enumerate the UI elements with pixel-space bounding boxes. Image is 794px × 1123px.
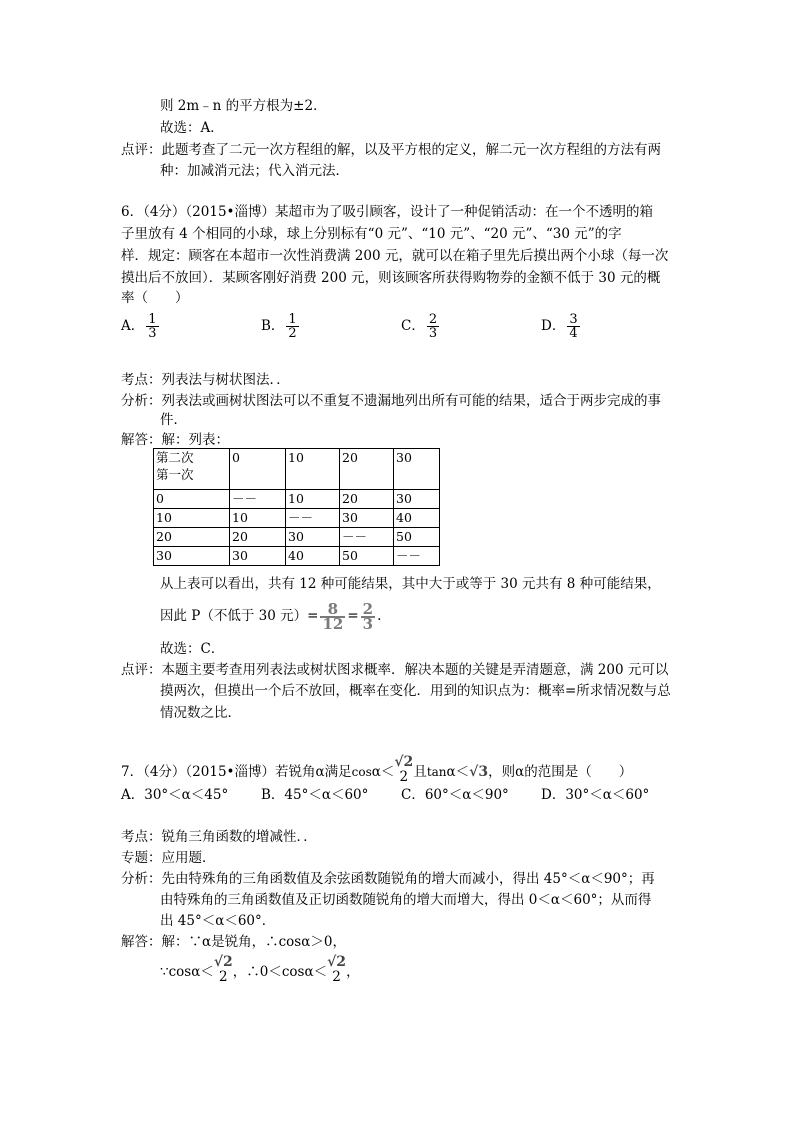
option-d: D．30°＜α＜60° xyxy=(541,787,650,803)
fenxi-line: 分析：列表法或画树状图法可以不重复不遗漏地列出所有可能的结果，适合于两步完成的事 xyxy=(121,393,661,409)
table-cell: 30 xyxy=(230,547,286,566)
table-cell: 20 xyxy=(230,528,286,547)
table-col-header: 20 xyxy=(340,449,394,490)
sqrt-two: √2 xyxy=(327,954,347,970)
table-cell: 30 xyxy=(286,528,340,547)
fenxi-line: 出 45°＜α＜60°． xyxy=(160,913,276,929)
kaodian-label: 考点：锐角三角函数的增减性．． xyxy=(121,829,317,845)
table-col-header: 30 xyxy=(394,449,440,490)
table-cell: 30 xyxy=(394,490,440,509)
option-a: A．30°＜α＜45° xyxy=(121,787,229,803)
table-cell: 20 xyxy=(154,528,230,547)
table-cell: 50 xyxy=(394,528,440,547)
jieda-line: 解答：解：列表： xyxy=(121,432,229,448)
table-cell: 40 xyxy=(286,547,340,566)
option-c: C． $\frac{2}{3}$ xyxy=(401,312,438,341)
sqrt-three: √3 xyxy=(469,764,489,780)
jieda-line: 解答：解：∵α是锐角，∴cosα＞0， xyxy=(121,934,346,950)
table-cell: 0 xyxy=(154,490,230,509)
table-row xyxy=(154,509,440,528)
comment-line: 情况数之比． xyxy=(160,705,241,721)
option-b: B． $\frac{1}{2}$ xyxy=(261,312,297,341)
zhuanti-label: 专题：应用题． xyxy=(121,850,216,866)
table-cell: －－ xyxy=(286,509,340,528)
solution-line: 从上表可以看出，共有 12 种可能结果，其中大于或等于 30 元共有 8 种可能结果， xyxy=(160,576,661,592)
answer-line: 故选：C． xyxy=(160,641,225,657)
option-a: A． $\frac{1}{3}$ xyxy=(121,312,157,341)
probability-table xyxy=(153,448,440,566)
table-cell: 20 xyxy=(340,490,394,509)
kaodian-label: 考点：列表法与树状图法．． xyxy=(121,372,290,388)
jieda-line: ∵cosα＜ √2 2 ，∴0＜cosα＜ √2 2 ， xyxy=(160,954,360,985)
table-cell: －－ xyxy=(394,547,440,566)
table-header-corner: 第二次 第一次 xyxy=(154,449,230,490)
table-col-header: 10 xyxy=(286,449,340,490)
table-cell: －－ xyxy=(230,490,286,509)
table-row xyxy=(154,528,440,547)
comment-line: 种：加减消元法；代入消元法． xyxy=(160,163,349,179)
comment-line: 点评：本题主要考查用列表法或树状图求概率．解决本题的关键是弄清题意，满 200 元可以 xyxy=(121,662,669,678)
question-6-stem: 率（ ） xyxy=(121,290,189,306)
question-7-stem: 7．（4分）（2015•淄博）若锐角α满足cosα＜ √2 2 且tanα＜√3，则α的范围是（ ） xyxy=(121,746,632,798)
fenxi-line: 分析：先由特殊角的三角函数值及余弦函数随锐角的增大而减小，得出 45°＜α＜90°；再 xyxy=(121,871,655,887)
table-col-header: 0 xyxy=(230,449,286,490)
table-cell: 50 xyxy=(340,547,394,566)
text-line: 则 2m﹣n 的平方根为±2． xyxy=(160,98,327,114)
question-6-stem: 6．（4分）（2015•淄博）某超市为了吸引顾客，设计了一种促销活动：在一个不透明的箱 xyxy=(121,204,653,220)
option-c: C．60°＜α＜90° xyxy=(401,787,509,803)
option-d: D． $\frac{3}{4}$ xyxy=(541,312,578,341)
question-6-stem: 摸出后不放回）．某顾客刚好消费 200 元，则该顾客所获得购物券的金额不低于 30 元的概 xyxy=(121,270,661,286)
comment-line: 点评：此题考查了二元一次方程组的解，以及平方根的定义，解二元一次方程组的方法有两 xyxy=(121,142,661,158)
table-cell: 10 xyxy=(286,490,340,509)
question-6-stem: 样．规定：顾客在本超市一次性消费满 200 元，就可以在箱子里先后摸出两个小球（每一次 xyxy=(121,248,669,264)
comment-line: 摸两次，但摸出一个后不放回，概率在变化．用到的知识点为：概率=所求情况数与总 xyxy=(160,683,671,699)
table-cell: 40 xyxy=(394,509,440,528)
text-line: 故选：A． xyxy=(160,120,224,136)
table-row xyxy=(154,547,440,566)
table-row xyxy=(154,490,440,509)
option-b: B．45°＜α＜60° xyxy=(261,787,369,803)
question-6-stem: 子里放有 4 个相同的小球，球上分别标有“0 元”、“10 元”、“20 元”、“30 元”的字 xyxy=(121,226,622,242)
table-cell: 30 xyxy=(340,509,394,528)
table-cell: 30 xyxy=(154,547,230,566)
probability-result: 因此 P（不低于 30 元）= $\frac{8}{12}$ = $\frac{2}{3}$ . xyxy=(160,599,382,633)
fenxi-line: 由特殊角的三角函数值及正切函数随锐角的增大而增大，得出 0＜α＜60°；从而得 xyxy=(160,892,652,908)
table-cell: 10 xyxy=(230,509,286,528)
table-cell: 10 xyxy=(154,509,230,528)
sqrt-two: √2 xyxy=(394,754,414,770)
table-cell: －－ xyxy=(340,528,394,547)
sqrt-two: √2 xyxy=(213,954,233,970)
fenxi-line: 件． xyxy=(160,412,187,428)
